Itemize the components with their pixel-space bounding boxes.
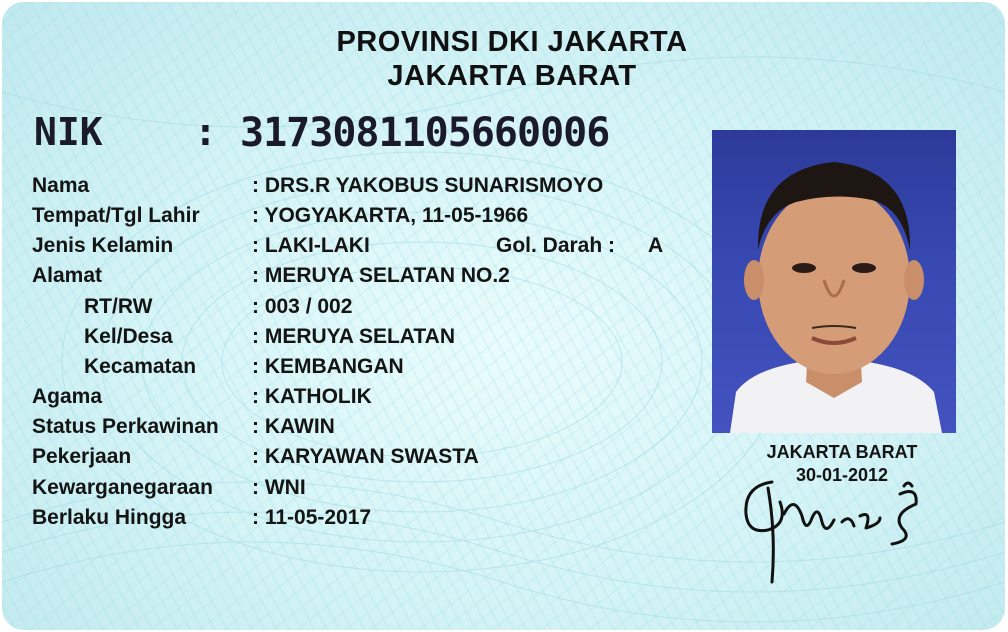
field-label: RT/RW [84,295,153,318]
field-value: : WNI [252,476,306,499]
field-label: Nama [32,174,90,197]
id-card [2,2,1005,630]
field-value: : DRS.R YAKOBUS SUNARISMOYO [252,174,604,197]
nik-number: 3173081105660006 [240,110,610,156]
field-value: : KEMBANGAN [252,355,404,378]
field-value: : LAKI-LAKI [252,234,370,257]
blood-type-value: A [648,234,664,257]
field-label: Status Perkawinan [32,415,219,438]
field-label: Agama [32,385,103,408]
province-title: PROVINSI DKI JAKARTA [336,26,688,58]
nik-label: NIK [34,110,103,154]
field-value: : 003 / 002 [252,295,353,318]
field-label: Tempat/Tgl Lahir [32,204,200,227]
field-label: Kewarganegaraan [32,476,213,499]
signature-icon [732,474,942,594]
blood-type-label: Gol. Darah : [496,234,616,257]
field-label: Jenis Kelamin [32,234,174,257]
field-value: : YOGYAKARTA, 11-05-1966 [252,204,529,227]
person-portrait-icon [712,130,956,433]
field-value: : KAWIN [252,415,335,438]
field-value: : KATHOLIK [252,385,372,408]
nik-separator: : [194,110,217,154]
field-label: Alamat [32,264,103,287]
field-value: : MERUYA SELATAN [252,325,456,348]
field-label: Kel/Desa [84,325,173,348]
field-label: Pekerjaan [32,445,132,468]
city-title: JAKARTA BARAT [387,60,637,92]
issue-date: 30-01-2012 [795,465,889,485]
field-value: : MERUYA SELATAN NO.2 [252,264,510,287]
field-label: Kecamatan [84,355,197,378]
issue-city: JAKARTA BARAT [766,442,918,462]
field-value: : KARYAWAN SWASTA [252,445,479,468]
field-value: : 11-05-2017 [252,506,372,529]
holder-photo [712,130,956,433]
field-label: Berlaku Hingga [32,506,187,529]
